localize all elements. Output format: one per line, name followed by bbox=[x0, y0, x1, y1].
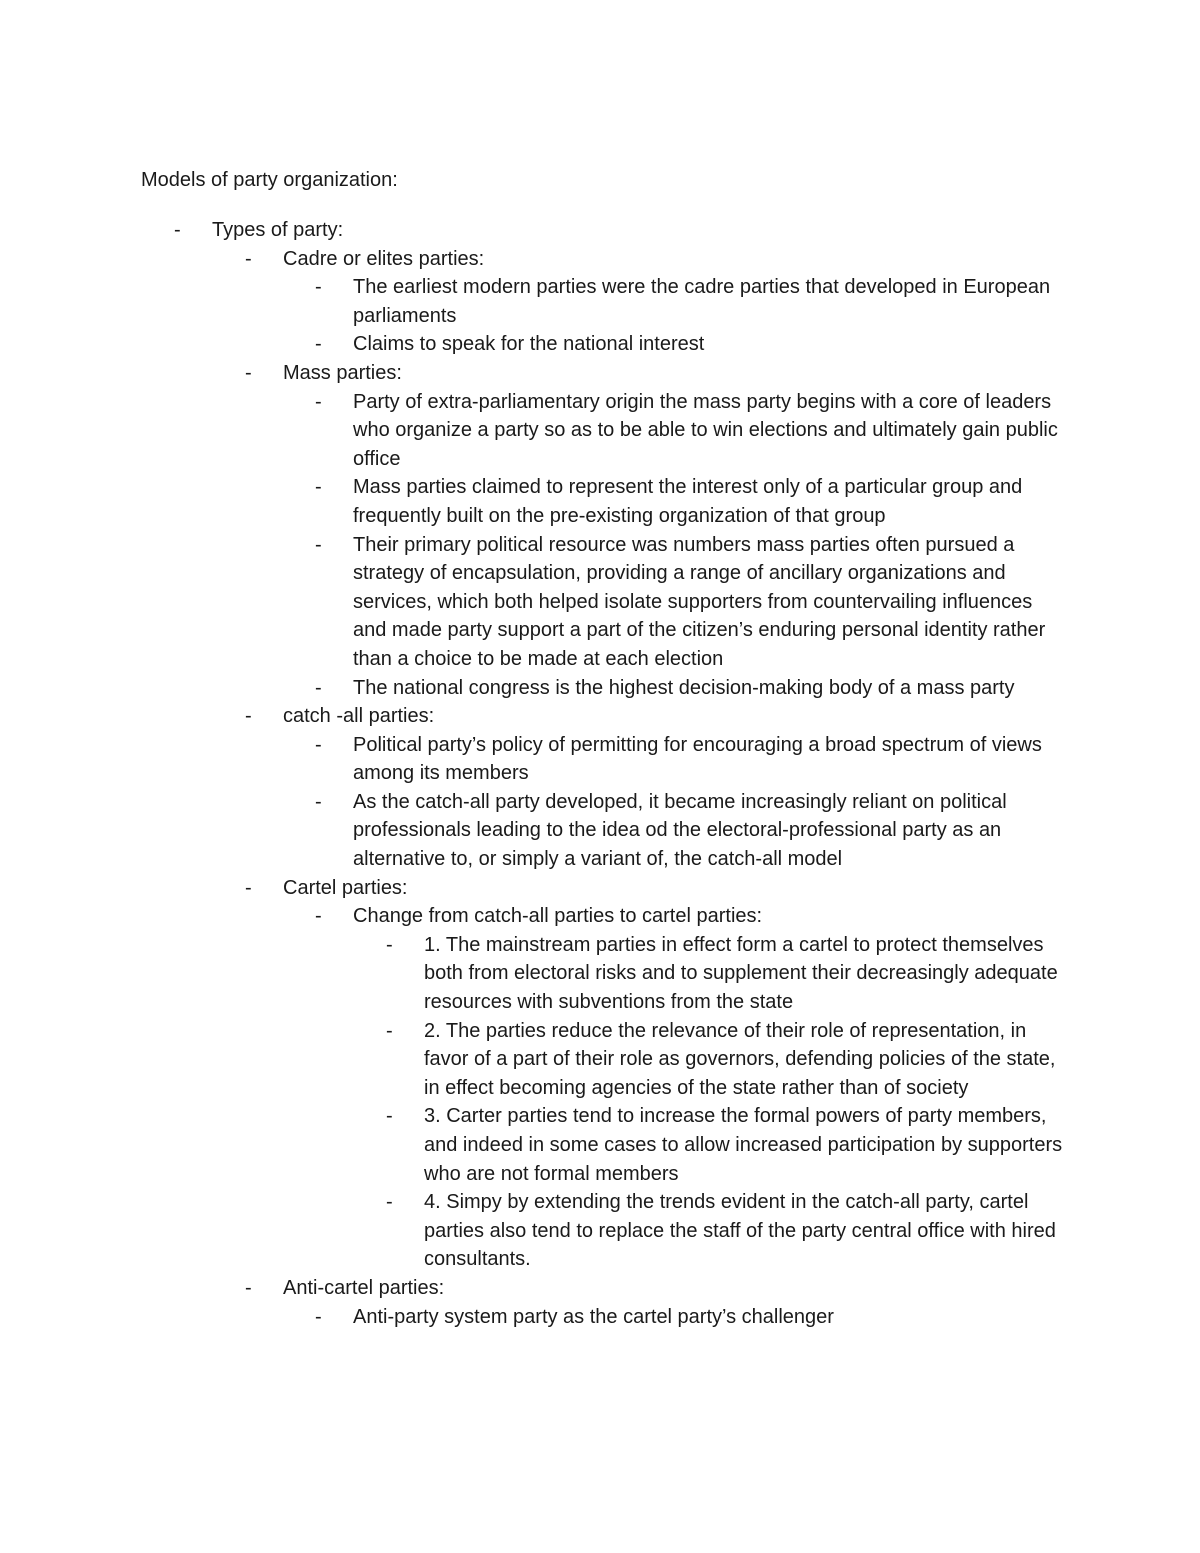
list-item bbox=[0, 330, 1063, 359]
bullet-dash: - bbox=[315, 733, 322, 756]
list-item-text: Mass parties claimed to represent the interest only of a particular group and frequently built on the pre-existing organization of that group bbox=[353, 476, 1023, 527]
list-item-text: catch -all parties: bbox=[283, 705, 435, 728]
bullet-dash: - bbox=[315, 1305, 322, 1328]
list-item-text: Cadre or elites parties: bbox=[283, 247, 485, 270]
list-item-text: Political party’s policy of permitting for encouraging a broad spectrum of views among its members bbox=[353, 733, 1042, 785]
list-item bbox=[0, 1303, 1063, 1332]
list-item bbox=[0, 1017, 1064, 1103]
bullet-dash: - bbox=[315, 476, 322, 499]
list-item bbox=[0, 359, 1058, 388]
list-item bbox=[0, 245, 1058, 274]
bullet-dash: - bbox=[315, 676, 322, 699]
bullet-dash: - bbox=[245, 247, 252, 270]
list-item bbox=[0, 1188, 1064, 1274]
list-item-text: 2. The parties reduce the relevance of their role of representation, in favor of a part of their role as governors, defending policies of the state, in effect becoming agencies of the state rather than of society bbox=[424, 1019, 1056, 1099]
list-item-text: As the catch-all party developed, it became increasingly reliant on political professionals leading to the idea od the electoral-professional party as an alternative to, or simply a variant of, the catch-all model bbox=[353, 790, 1007, 871]
document-title: Models of party organization: bbox=[141, 169, 398, 191]
bullet-dash: - bbox=[315, 790, 322, 813]
list-item bbox=[0, 1102, 1064, 1188]
bullet-dash: - bbox=[386, 1105, 393, 1128]
bullet-dash: - bbox=[386, 933, 393, 956]
list-item-text: Change from catch-all parties to cartel parties: bbox=[353, 905, 763, 928]
list-item-text: Anti-cartel parties: bbox=[283, 1276, 445, 1299]
bullet-dash: - bbox=[245, 705, 252, 728]
bullet-dash: - bbox=[315, 533, 322, 556]
list-item bbox=[0, 273, 1063, 330]
list-item bbox=[0, 788, 1063, 874]
list-item-text: Their primary political resource was numbers mass parties often pursued a strategy of encapsulation, providing a range of ancillary organizations and services, which both helped isolate supporters from countervailing influences and made party support a part of the citizen’s enduring personal identity rather than a choice to be made at each election bbox=[353, 533, 1046, 670]
list-item bbox=[0, 531, 1063, 674]
bullet-dash: - bbox=[245, 361, 252, 384]
bullet-dash: - bbox=[315, 390, 322, 413]
list-item bbox=[0, 874, 1058, 903]
list-item-text: 4. Simpy by extending the trends evident in the catch-all party, cartel parties also tend to replace the staff of the party central office with hired consultants. bbox=[424, 1191, 1056, 1271]
list-item bbox=[0, 1274, 1058, 1303]
list-item-text: 3. Carter parties tend to increase the formal powers of party members, and indeed in some cases to allow increased participation by supporters who are not formal members bbox=[424, 1105, 1063, 1185]
bullet-dash: - bbox=[174, 219, 181, 241]
bullet-dash: - bbox=[245, 1276, 252, 1299]
list-item bbox=[0, 216, 1058, 245]
bullet-dash: - bbox=[245, 876, 252, 899]
list-item-text: Claims to speak for the national interest bbox=[353, 333, 705, 356]
list-item bbox=[0, 931, 1064, 1017]
outline-list bbox=[0, 216, 1200, 1331]
list-item bbox=[0, 731, 1063, 788]
list-item-text: Mass parties: bbox=[283, 361, 402, 384]
list-item bbox=[0, 902, 1063, 931]
list-item-text: Anti-party system party as the cartel party’s challenger bbox=[353, 1305, 834, 1328]
bullet-dash: - bbox=[315, 905, 322, 928]
list-item-text: Party of extra-parliamentary origin the mass party begins with a core of leaders who organize a party so as to be able to win elections and ultimately gain public office bbox=[353, 390, 1058, 470]
list-item bbox=[0, 388, 1063, 474]
bullet-dash: - bbox=[315, 333, 322, 356]
bullet-dash: - bbox=[386, 1019, 393, 1042]
list-item-text: 1. The mainstream parties in effect form a cartel to protect themselves both from electoral risks and to supplement their decreasingly adequate resources with subventions from the state bbox=[424, 933, 1058, 1014]
list-item bbox=[0, 674, 1063, 703]
list-item-text: Cartel parties: bbox=[283, 876, 408, 899]
bullet-dash: - bbox=[386, 1191, 393, 1214]
list-item-text: The earliest modern parties were the cadre parties that developed in European parliaments bbox=[353, 276, 1051, 327]
list-item-text: Types of party: bbox=[212, 219, 344, 241]
list-item-text: The national congress is the highest decision-making body of a mass party bbox=[353, 676, 1015, 699]
list-item bbox=[0, 702, 1058, 731]
list-item bbox=[0, 473, 1063, 530]
bullet-dash: - bbox=[315, 276, 322, 299]
